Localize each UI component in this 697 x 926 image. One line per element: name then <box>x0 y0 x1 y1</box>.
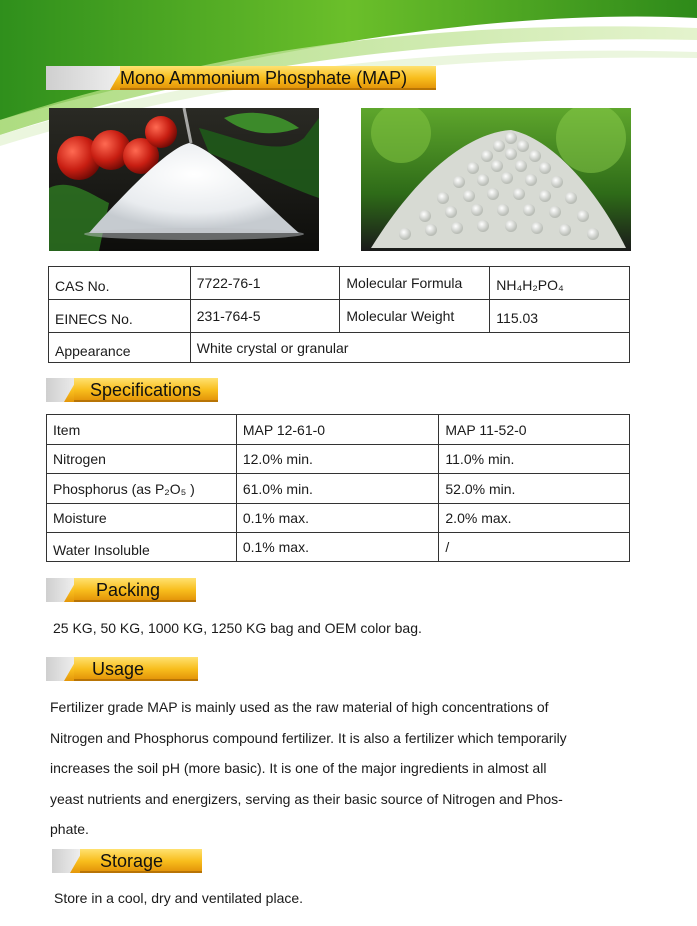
cas-value: 7722-76-1 <box>190 267 340 300</box>
spec-cell: 52.0% min. <box>439 474 630 504</box>
einecs-label: EINECS No. <box>49 300 191 333</box>
table-row <box>49 267 630 300</box>
usage-line: phate. <box>50 821 89 837</box>
usage-line: Nitrogen and Phosphorus compound fertilizer. It is also a fertilizer which temporarily <box>50 729 567 746</box>
einecs-value: 231-764-5 <box>190 300 340 333</box>
table-row <box>49 300 630 333</box>
page-title: Mono Ammonium Phosphate (MAP) <box>120 68 408 88</box>
granules-photo <box>361 108 631 251</box>
spec-cell: Nitrogen <box>47 445 237 474</box>
weight-value: 115.03 <box>490 300 630 333</box>
specifications-heading-tab <box>46 378 218 402</box>
formula-label: Molecular Formula <box>340 267 490 300</box>
spec-cell: 0.1% max. <box>236 504 439 533</box>
spec-cell: 11.0% min. <box>439 445 630 474</box>
weight-label: Molecular Weight <box>340 300 490 333</box>
spec-cell: Moisture <box>47 504 237 533</box>
storage-heading: Storage <box>100 851 164 871</box>
crystal-powder-photo <box>49 108 319 251</box>
table-row <box>47 533 630 562</box>
properties-table <box>48 266 630 363</box>
spec-cell: / <box>439 533 630 562</box>
spec-cell: 61.0% min. <box>236 474 439 504</box>
formula-value: NH₄H₂PO₄ <box>490 267 630 300</box>
usage-line: Fertilizer grade MAP is mainly used as the raw material of high concentrations of <box>50 699 549 715</box>
specifications-heading: Specifications <box>90 380 202 400</box>
title-banner <box>46 66 436 90</box>
spec-header-map-12-61-0: MAP 12-61-0 <box>236 415 439 445</box>
usage-heading: Usage <box>92 659 145 679</box>
appearance-value: White crystal or granular <box>190 333 629 363</box>
spec-cell: Water Insoluble <box>47 533 237 562</box>
storage-text: Store in a cool, dry and ventilated place. <box>54 890 304 906</box>
usage-line: increases the soil pH (more basic). It is one of the major ingredients in almost all <box>50 760 547 776</box>
spec-header-item: Item <box>47 415 237 445</box>
spec-cell: 12.0% min. <box>236 445 439 474</box>
packing-heading-tab <box>46 578 196 602</box>
spec-cell: 0.1% max. <box>236 533 439 562</box>
table-row <box>49 333 630 363</box>
packing-text: 25 KG, 50 KG, 1000 KG, 1250 KG bag and OEM color bag. <box>53 620 422 636</box>
appearance-label: Appearance <box>49 333 191 363</box>
usage-heading-tab <box>46 657 198 681</box>
spec-cell: Phosphorus (as P₂O₅ ) <box>47 474 237 504</box>
usage-line: yeast nutrients and energizers, serving as their basic source of Nitrogen and Phos- <box>50 790 563 807</box>
spec-header-map-11-52-0: MAP 11-52-0 <box>439 415 630 445</box>
table-row <box>47 504 630 533</box>
usage-paragraph <box>50 692 650 845</box>
table-header-row <box>47 415 630 445</box>
spec-cell: 2.0% max. <box>439 504 630 533</box>
table-row <box>47 474 630 504</box>
storage-heading-tab <box>52 849 202 873</box>
table-row <box>47 445 630 474</box>
packing-heading: Packing <box>96 580 161 600</box>
cas-label: CAS No. <box>49 267 191 300</box>
specifications-table <box>46 414 630 562</box>
